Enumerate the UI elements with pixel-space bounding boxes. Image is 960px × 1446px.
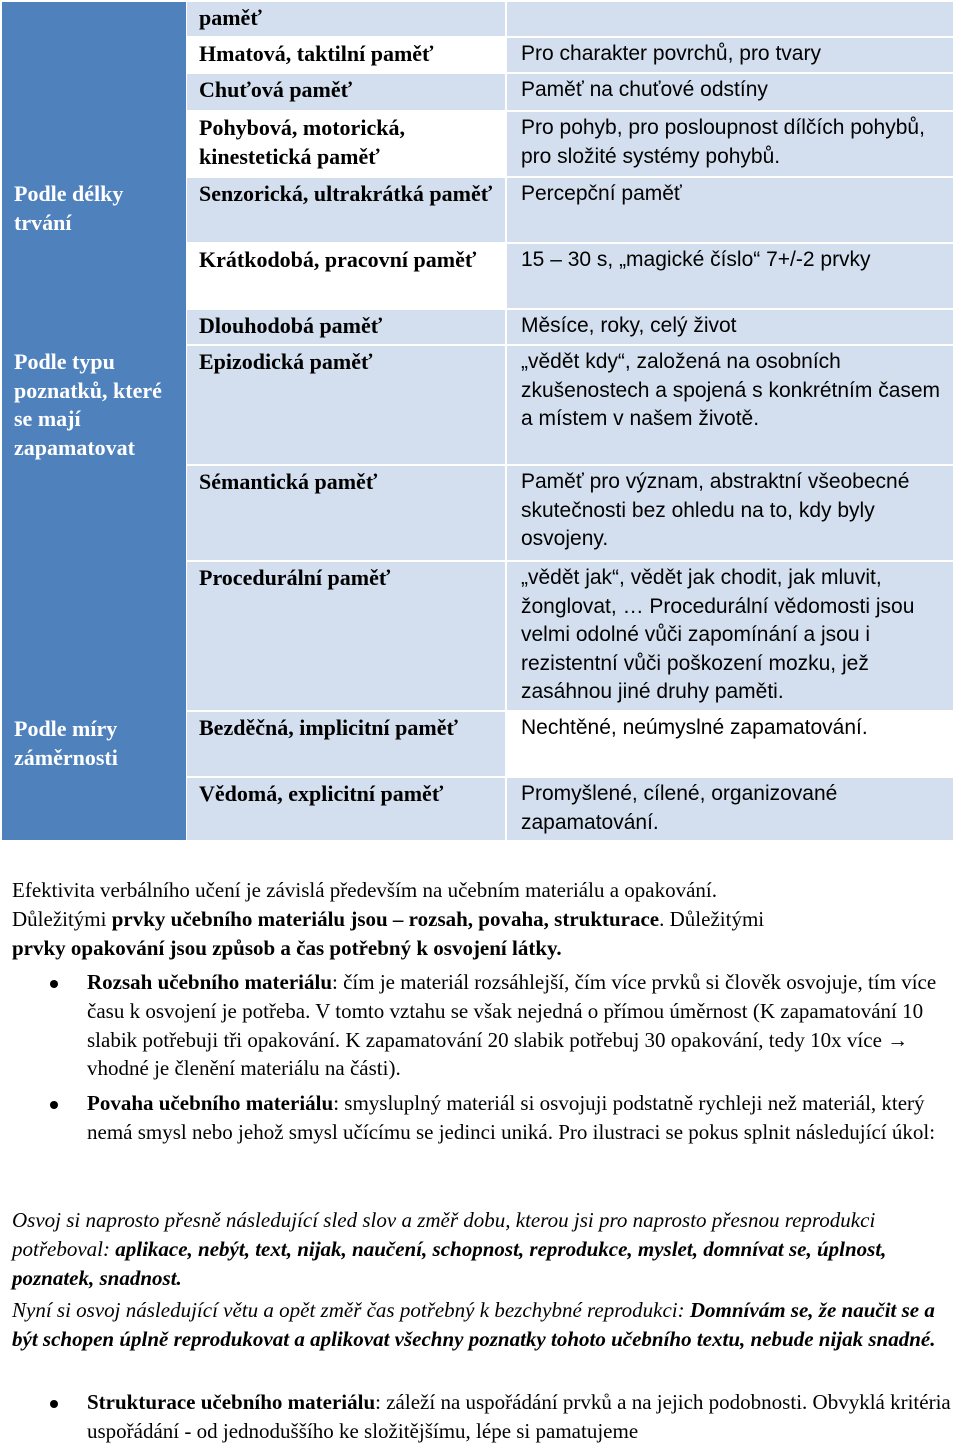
memory-description: Paměť pro význam, abstraktní všeobecné skutečnosti bez ohledu na to, kdy byly osvojeny. [521,470,910,550]
intro-bold-repetition: prvky opakování jsou způsob a čas potřebný k osvojení látky. [12,935,562,960]
list-item-head: Rozsah učebního materiálu [87,970,333,994]
category-knowledge-type: Podle typu poznatků, které se mají zapamatovat [14,349,162,460]
memory-type: Sémantická paměť [199,469,378,494]
table-row [187,112,953,176]
memory-description: Percepční paměť [521,182,682,205]
bullet-icon [50,1400,58,1408]
memory-type: Senzorická, ultrakrátká paměť [199,181,493,206]
intro-paragraph [12,876,952,962]
task-sentence [12,1296,952,1354]
factor-list [12,968,952,1147]
memory-type: Epizodická paměť [199,349,373,374]
memory-type: Hmatová, taktilní paměť [199,41,434,66]
list-item [12,1089,952,1147]
intro-text-2: . Důležitými [659,906,765,931]
memory-description: Promyšlené, cílené, organizované zapamatování. [521,782,838,834]
memory-description: Pro pohyb, pro posloupnost dílčích pohybů, pro složité systémy pohybů. [521,116,925,168]
table-row [187,466,953,560]
bullet-icon [50,1101,58,1109]
bullet-icon [50,980,58,988]
memory-description: Paměť na chuťové odstíny [521,78,768,101]
table-row [187,244,953,308]
list-item [12,1388,952,1446]
list-item-text: : smysluplný materiál si osvojuji podstatně rychleji než materiál, který nemá smysl nebo jehož smysl učícímu se jedinci uniká. Pro ilustraci se pokus splnit následující úkol: [87,1091,936,1144]
memory-description: 15 – 30 s, „magické číslo“ 7+/-2 prvky [521,248,871,271]
table-row [187,778,953,840]
memory-type: Procedurální paměť [199,565,391,590]
memory-type: Pohybová, motorická, kinestetická paměť [199,115,405,169]
table-row [187,74,953,110]
category-intentionality: Podle míry záměrnosti [14,716,118,770]
memory-description: „vědět kdy“, založená na osobních zkušenostech a spojená s konkrétním časem a místem v našem životě. [521,350,941,430]
memory-type: Chuťová paměť [199,77,353,102]
memory-description: Měsíce, roky, celý život [521,314,737,337]
list-item [12,968,952,1083]
table-row [187,310,953,344]
category-duration: Podle délky trvání [14,181,124,235]
task-sentence-text: Domnívám se, že naučit se a být schopen úplně reprodukovat a aplikovat všechny poznatky tohoto učebního textu, nebude nijak snadné. [12,1298,936,1351]
memory-type: paměť [199,5,262,30]
table-row [187,2,953,36]
table-row [187,712,953,776]
intro-bold-material: prvky učebního materiálu jsou – rozsah, povaha, strukturace [111,906,660,931]
intro-text: Důležitými [12,906,112,931]
list-item-text: : záleží na uspořádání prvků a na jejich podobnosti. Obvyklá kritéria uspořádání - od jednoduššího ke složitějšímu, lépe si pamatujeme [87,1390,951,1443]
list-item-text: : čím je materiál rozsáhlejší, čím více prvků si člověk osvojuje, tím více času k osvojení je potřeba. V tomto vztahu se však nejedná o přímou úměrnost (K zapamatování 10 slabik potřebuji tři opakování. K zapamatování 20 slabik potřebuj 30 opakování, tedy 10x více → vhodné je členění materiálu na části). [87,970,937,1081]
intro-line: Efektivita verbálního učení je závislá především na učebním materiálu a opakování. [12,878,717,902]
task-words: aplikace, nebýt, text, nijak, naučení, schopnost, reprodukce, myslet, domnívat se, úplnost, poznatek, snadnost. [12,1236,887,1290]
list-item-head: Povaha učebního materiálu [87,1091,334,1116]
table-row [187,178,953,242]
factor-list-2 [12,1388,952,1446]
memory-type: Vědomá, explicitní paměť [199,781,444,806]
memory-type: Krátkodobá, pracovní paměť [199,247,477,272]
list-item-head: Strukturace učebního materiálu [87,1390,376,1414]
memory-description: Nechtěné, neúmyslné zapamatování. [521,716,868,739]
table-row [187,562,953,710]
memory-type: Bezděčná, implicitní paměť [199,715,458,740]
task-instruction: Osvoj si naprosto přesně následující sled slov a změř dobu, kterou jsi pro naprosto přesnou reprodukci potřeboval: [12,1208,876,1261]
memory-description: Pro charakter povrchů, pro tvary [521,42,821,65]
task-word-list [12,1206,952,1292]
memory-type: Dlouhodobá paměť [199,313,383,338]
category-column [2,2,186,840]
task-instruction: Nyní si osvoj následující větu a opět změř čas potřebný k bezchybné reprodukci: [12,1298,690,1322]
table-row [187,38,953,72]
memory-description: „vědět jak“, vědět jak chodit, jak mluvit, žonglovat, … Procedurální vědomosti jsou velmi odolné vůči zapomínání a jsou i rezistentní vůči poškození mozku, jež zasáhnou jiné druhy paměti. [521,566,915,703]
table-row [187,346,953,464]
